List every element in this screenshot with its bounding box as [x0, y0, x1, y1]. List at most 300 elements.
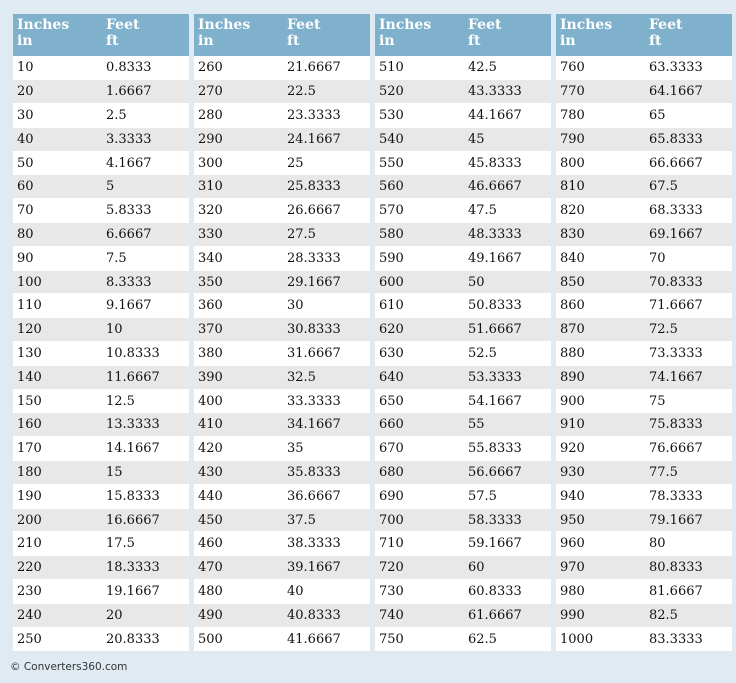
table-row	[194, 437, 370, 461]
inches-cell: 230	[13, 580, 102, 604]
inches-cell: 20	[13, 80, 102, 104]
feet-cell: 79.1667	[645, 508, 732, 532]
feet-cell: 11.6667	[102, 365, 189, 389]
table-row	[13, 389, 189, 413]
table-row	[13, 56, 189, 80]
table-row	[194, 270, 370, 294]
feet-cell: 65.8333	[645, 127, 732, 151]
feet-cell: 24.1667	[283, 127, 370, 151]
inches-cell: 970	[556, 556, 645, 580]
inches-cell: 620	[375, 318, 464, 342]
table-row	[13, 80, 189, 104]
feet-header	[645, 14, 732, 56]
table-row	[194, 342, 370, 366]
inches-cell: 580	[375, 223, 464, 247]
inches-cell: 520	[375, 80, 464, 104]
feet-cell: 81.6667	[645, 580, 732, 604]
feet-cell: 45	[464, 127, 551, 151]
inches-cell: 920	[556, 437, 645, 461]
inches-cell: 240	[13, 603, 102, 627]
table-row	[375, 342, 551, 366]
inches-cell: 720	[375, 556, 464, 580]
inches-cell: 110	[13, 294, 102, 318]
inches-cell: 370	[194, 318, 283, 342]
inches-cell: 410	[194, 413, 283, 437]
inches-header-unit: in	[379, 32, 395, 49]
feet-header	[102, 14, 189, 56]
feet-cell: 12.5	[102, 389, 189, 413]
copyright-text: © Converters360.com	[10, 661, 128, 673]
feet-cell: 74.1667	[645, 365, 732, 389]
conversion-table	[556, 14, 732, 651]
table-row	[13, 484, 189, 508]
feet-cell: 27.5	[283, 223, 370, 247]
table-row	[13, 175, 189, 199]
inches-cell: 780	[556, 104, 645, 128]
inches-cell: 590	[375, 246, 464, 270]
feet-cell: 10.8333	[102, 342, 189, 366]
feet-cell: 56.6667	[464, 461, 551, 485]
feet-header-label: Feet	[287, 17, 321, 33]
inches-cell: 300	[194, 151, 283, 175]
table-row	[194, 603, 370, 627]
table-row	[13, 127, 189, 151]
table-row	[13, 437, 189, 461]
inches-cell: 330	[194, 223, 283, 247]
inches-cell: 930	[556, 461, 645, 485]
inches-cell: 690	[375, 484, 464, 508]
inches-cell: 570	[375, 199, 464, 223]
feet-cell: 1.6667	[102, 80, 189, 104]
inches-cell: 470	[194, 556, 283, 580]
table-row	[13, 556, 189, 580]
inches-cell: 680	[375, 461, 464, 485]
table-row	[375, 580, 551, 604]
inches-cell: 40	[13, 127, 102, 151]
table-row	[194, 294, 370, 318]
feet-cell: 30.8333	[283, 318, 370, 342]
inches-cell: 290	[194, 127, 283, 151]
inches-cell: 660	[375, 413, 464, 437]
table-row	[556, 56, 732, 80]
feet-cell: 63.3333	[645, 56, 732, 80]
inches-cell: 910	[556, 413, 645, 437]
inches-cell: 600	[375, 270, 464, 294]
inches-cell: 530	[375, 104, 464, 128]
table-row	[375, 56, 551, 80]
table-row	[556, 437, 732, 461]
feet-cell: 76.6667	[645, 437, 732, 461]
feet-cell: 35	[283, 437, 370, 461]
feet-cell: 38.3333	[283, 532, 370, 556]
feet-cell: 53.3333	[464, 365, 551, 389]
table-row	[556, 365, 732, 389]
feet-cell: 67.5	[645, 175, 732, 199]
feet-cell: 35.8333	[283, 461, 370, 485]
table-row	[375, 175, 551, 199]
feet-cell: 22.5	[283, 80, 370, 104]
feet-header-label: Feet	[468, 17, 502, 33]
inches-cell: 730	[375, 580, 464, 604]
table-row	[194, 532, 370, 556]
inches-cell: 130	[13, 342, 102, 366]
inches-header-label: Inches	[560, 17, 613, 33]
table-row	[194, 223, 370, 247]
inches-cell: 860	[556, 294, 645, 318]
feet-cell: 19.1667	[102, 580, 189, 604]
table-row	[556, 603, 732, 627]
inches-cell: 30	[13, 104, 102, 128]
inches-cell: 340	[194, 246, 283, 270]
table-row	[13, 294, 189, 318]
table-row	[556, 532, 732, 556]
feet-cell: 26.6667	[283, 199, 370, 223]
feet-cell: 20	[102, 603, 189, 627]
feet-header-label: Feet	[649, 17, 683, 33]
table-row	[13, 151, 189, 175]
table-row	[375, 461, 551, 485]
feet-cell: 6.6667	[102, 223, 189, 247]
table-row	[194, 318, 370, 342]
feet-cell: 3.3333	[102, 127, 189, 151]
feet-cell: 39.1667	[283, 556, 370, 580]
feet-cell: 5	[102, 175, 189, 199]
feet-cell: 60.8333	[464, 580, 551, 604]
table-row	[194, 175, 370, 199]
table-row	[194, 627, 370, 651]
feet-cell: 71.6667	[645, 294, 732, 318]
inches-cell: 670	[375, 437, 464, 461]
inches-header-unit: in	[198, 32, 214, 49]
feet-cell: 80.8333	[645, 556, 732, 580]
inches-cell: 640	[375, 365, 464, 389]
inches-cell: 700	[375, 508, 464, 532]
feet-cell: 40.8333	[283, 603, 370, 627]
feet-cell: 47.5	[464, 199, 551, 223]
feet-cell: 52.5	[464, 342, 551, 366]
feet-cell: 10	[102, 318, 189, 342]
table-row	[375, 532, 551, 556]
inches-cell: 830	[556, 223, 645, 247]
table-row	[194, 80, 370, 104]
inches-header-unit: in	[560, 32, 576, 49]
inches-header-label: Inches	[17, 17, 70, 33]
inches-cell: 840	[556, 246, 645, 270]
inches-cell: 10	[13, 56, 102, 80]
table-row	[194, 151, 370, 175]
table-row	[556, 246, 732, 270]
table-row	[194, 199, 370, 223]
table-row	[375, 223, 551, 247]
feet-cell: 77.5	[645, 461, 732, 485]
inches-cell: 890	[556, 365, 645, 389]
inches-cell: 160	[13, 413, 102, 437]
inches-cell: 100	[13, 270, 102, 294]
feet-cell: 50.8333	[464, 294, 551, 318]
feet-cell: 20.8333	[102, 627, 189, 651]
inches-cell: 450	[194, 508, 283, 532]
feet-cell: 31.6667	[283, 342, 370, 366]
inches-cell: 550	[375, 151, 464, 175]
table-row	[556, 461, 732, 485]
inches-cell: 1000	[556, 627, 645, 651]
inches-cell: 380	[194, 342, 283, 366]
table-row	[13, 532, 189, 556]
table-row	[375, 80, 551, 104]
inches-cell: 430	[194, 461, 283, 485]
inches-cell: 950	[556, 508, 645, 532]
inches-cell: 740	[375, 603, 464, 627]
feet-cell: 55	[464, 413, 551, 437]
table-row	[194, 127, 370, 151]
table-row	[556, 508, 732, 532]
feet-cell: 44.1667	[464, 104, 551, 128]
feet-cell: 13.3333	[102, 413, 189, 437]
table-header-row	[556, 14, 732, 56]
inches-cell: 800	[556, 151, 645, 175]
feet-header	[283, 14, 370, 56]
table-row	[194, 556, 370, 580]
table-row	[375, 437, 551, 461]
table-row	[556, 556, 732, 580]
table-row	[13, 342, 189, 366]
inches-cell: 350	[194, 270, 283, 294]
table-row	[375, 151, 551, 175]
inches-cell: 140	[13, 365, 102, 389]
table-row	[13, 246, 189, 270]
inches-cell: 440	[194, 484, 283, 508]
feet-cell: 32.5	[283, 365, 370, 389]
table-row	[194, 104, 370, 128]
inches-cell: 770	[556, 80, 645, 104]
table-row	[375, 508, 551, 532]
table-row	[13, 627, 189, 651]
conversion-table	[13, 14, 189, 651]
table-row	[556, 484, 732, 508]
table-row	[375, 603, 551, 627]
feet-cell: 8.3333	[102, 270, 189, 294]
table-header-row	[375, 14, 551, 56]
inches-cell: 540	[375, 127, 464, 151]
inches-header-label: Inches	[198, 17, 251, 33]
feet-cell: 37.5	[283, 508, 370, 532]
feet-cell: 21.6667	[283, 56, 370, 80]
feet-cell: 17.5	[102, 532, 189, 556]
feet-cell: 2.5	[102, 104, 189, 128]
inches-cell: 990	[556, 603, 645, 627]
feet-cell: 64.1667	[645, 80, 732, 104]
feet-cell: 49.1667	[464, 246, 551, 270]
feet-cell: 83.3333	[645, 627, 732, 651]
inches-cell: 980	[556, 580, 645, 604]
table-row	[194, 484, 370, 508]
inches-cell: 120	[13, 318, 102, 342]
feet-cell: 15.8333	[102, 484, 189, 508]
table-row	[375, 104, 551, 128]
feet-cell: 62.5	[464, 627, 551, 651]
feet-cell: 18.3333	[102, 556, 189, 580]
feet-cell: 80	[645, 532, 732, 556]
inches-cell: 510	[375, 56, 464, 80]
feet-header-unit: ft	[468, 32, 481, 49]
inches-cell: 60	[13, 175, 102, 199]
inches-cell: 940	[556, 484, 645, 508]
inches-cell: 360	[194, 294, 283, 318]
inches-cell: 900	[556, 389, 645, 413]
inches-header	[375, 14, 464, 56]
table-row	[556, 413, 732, 437]
table-row	[556, 294, 732, 318]
feet-cell: 75	[645, 389, 732, 413]
inches-cell: 460	[194, 532, 283, 556]
feet-cell: 70	[645, 246, 732, 270]
table-row	[13, 104, 189, 128]
inches-cell: 500	[194, 627, 283, 651]
table-row	[13, 580, 189, 604]
inches-header	[194, 14, 283, 56]
feet-cell: 40	[283, 580, 370, 604]
feet-cell: 45.8333	[464, 151, 551, 175]
inches-cell: 260	[194, 56, 283, 80]
feet-header-unit: ft	[649, 32, 662, 49]
table-row	[375, 413, 551, 437]
inches-cell: 420	[194, 437, 283, 461]
inches-cell: 320	[194, 199, 283, 223]
feet-cell: 36.6667	[283, 484, 370, 508]
feet-cell: 42.5	[464, 56, 551, 80]
feet-cell: 7.5	[102, 246, 189, 270]
inches-cell: 760	[556, 56, 645, 80]
table-row	[556, 270, 732, 294]
table-row	[375, 318, 551, 342]
table-row	[13, 223, 189, 247]
conversion-table	[375, 14, 551, 651]
feet-cell: 4.1667	[102, 151, 189, 175]
inches-cell: 90	[13, 246, 102, 270]
feet-cell: 73.3333	[645, 342, 732, 366]
conversion-table	[194, 14, 370, 651]
feet-cell: 82.5	[645, 603, 732, 627]
feet-cell: 9.1667	[102, 294, 189, 318]
table-row	[13, 270, 189, 294]
feet-cell: 46.6667	[464, 175, 551, 199]
inches-cell: 190	[13, 484, 102, 508]
inches-cell: 70	[13, 199, 102, 223]
inches-cell: 480	[194, 580, 283, 604]
table-row	[556, 389, 732, 413]
inches-cell: 270	[194, 80, 283, 104]
feet-cell: 28.3333	[283, 246, 370, 270]
table-row	[375, 389, 551, 413]
table-row	[375, 365, 551, 389]
inches-cell: 850	[556, 270, 645, 294]
table-row	[375, 127, 551, 151]
inches-cell: 170	[13, 437, 102, 461]
table-row	[194, 580, 370, 604]
table-row	[13, 603, 189, 627]
table-row	[556, 627, 732, 651]
feet-cell: 51.6667	[464, 318, 551, 342]
inches-cell: 280	[194, 104, 283, 128]
inches-cell: 790	[556, 127, 645, 151]
table-row	[556, 80, 732, 104]
feet-cell: 61.6667	[464, 603, 551, 627]
table-row	[194, 461, 370, 485]
table-row	[194, 389, 370, 413]
inches-cell: 490	[194, 603, 283, 627]
table-row	[375, 556, 551, 580]
feet-cell: 60	[464, 556, 551, 580]
table-row	[13, 508, 189, 532]
feet-header-unit: ft	[287, 32, 300, 49]
table-row	[556, 223, 732, 247]
feet-cell: 16.6667	[102, 508, 189, 532]
inches-header-unit: in	[17, 32, 33, 49]
feet-cell: 34.1667	[283, 413, 370, 437]
inches-cell: 560	[375, 175, 464, 199]
feet-cell: 29.1667	[283, 270, 370, 294]
feet-cell: 66.6667	[645, 151, 732, 175]
inches-header	[556, 14, 645, 56]
inches-cell: 80	[13, 223, 102, 247]
table-row	[13, 365, 189, 389]
feet-cell: 68.3333	[645, 199, 732, 223]
feet-cell: 25	[283, 151, 370, 175]
table-row	[556, 318, 732, 342]
feet-cell: 43.3333	[464, 80, 551, 104]
inches-header-label: Inches	[379, 17, 432, 33]
inches-cell: 50	[13, 151, 102, 175]
table-row	[556, 175, 732, 199]
feet-cell: 69.1667	[645, 223, 732, 247]
inches-cell: 310	[194, 175, 283, 199]
feet-cell: 70.8333	[645, 270, 732, 294]
feet-cell: 41.6667	[283, 627, 370, 651]
table-row	[194, 413, 370, 437]
feet-cell: 55.8333	[464, 437, 551, 461]
inches-cell: 750	[375, 627, 464, 651]
feet-cell: 48.3333	[464, 223, 551, 247]
inches-header	[13, 14, 102, 56]
inches-cell: 880	[556, 342, 645, 366]
feet-cell: 33.3333	[283, 389, 370, 413]
feet-cell: 78.3333	[645, 484, 732, 508]
feet-header-label: Feet	[106, 17, 140, 33]
inches-cell: 250	[13, 627, 102, 651]
table-row	[194, 508, 370, 532]
inches-cell: 180	[13, 461, 102, 485]
table-row	[556, 342, 732, 366]
feet-cell: 65	[645, 104, 732, 128]
feet-cell: 75.8333	[645, 413, 732, 437]
table-row	[556, 151, 732, 175]
table-header-row	[194, 14, 370, 56]
feet-cell: 15	[102, 461, 189, 485]
inches-cell: 820	[556, 199, 645, 223]
table-row	[375, 294, 551, 318]
feet-cell: 58.3333	[464, 508, 551, 532]
inches-cell: 220	[13, 556, 102, 580]
table-row	[194, 365, 370, 389]
inches-cell: 630	[375, 342, 464, 366]
inches-cell: 610	[375, 294, 464, 318]
inches-cell: 710	[375, 532, 464, 556]
table-row	[556, 580, 732, 604]
table-row	[375, 627, 551, 651]
feet-cell: 14.1667	[102, 437, 189, 461]
inches-cell: 960	[556, 532, 645, 556]
feet-header	[464, 14, 551, 56]
